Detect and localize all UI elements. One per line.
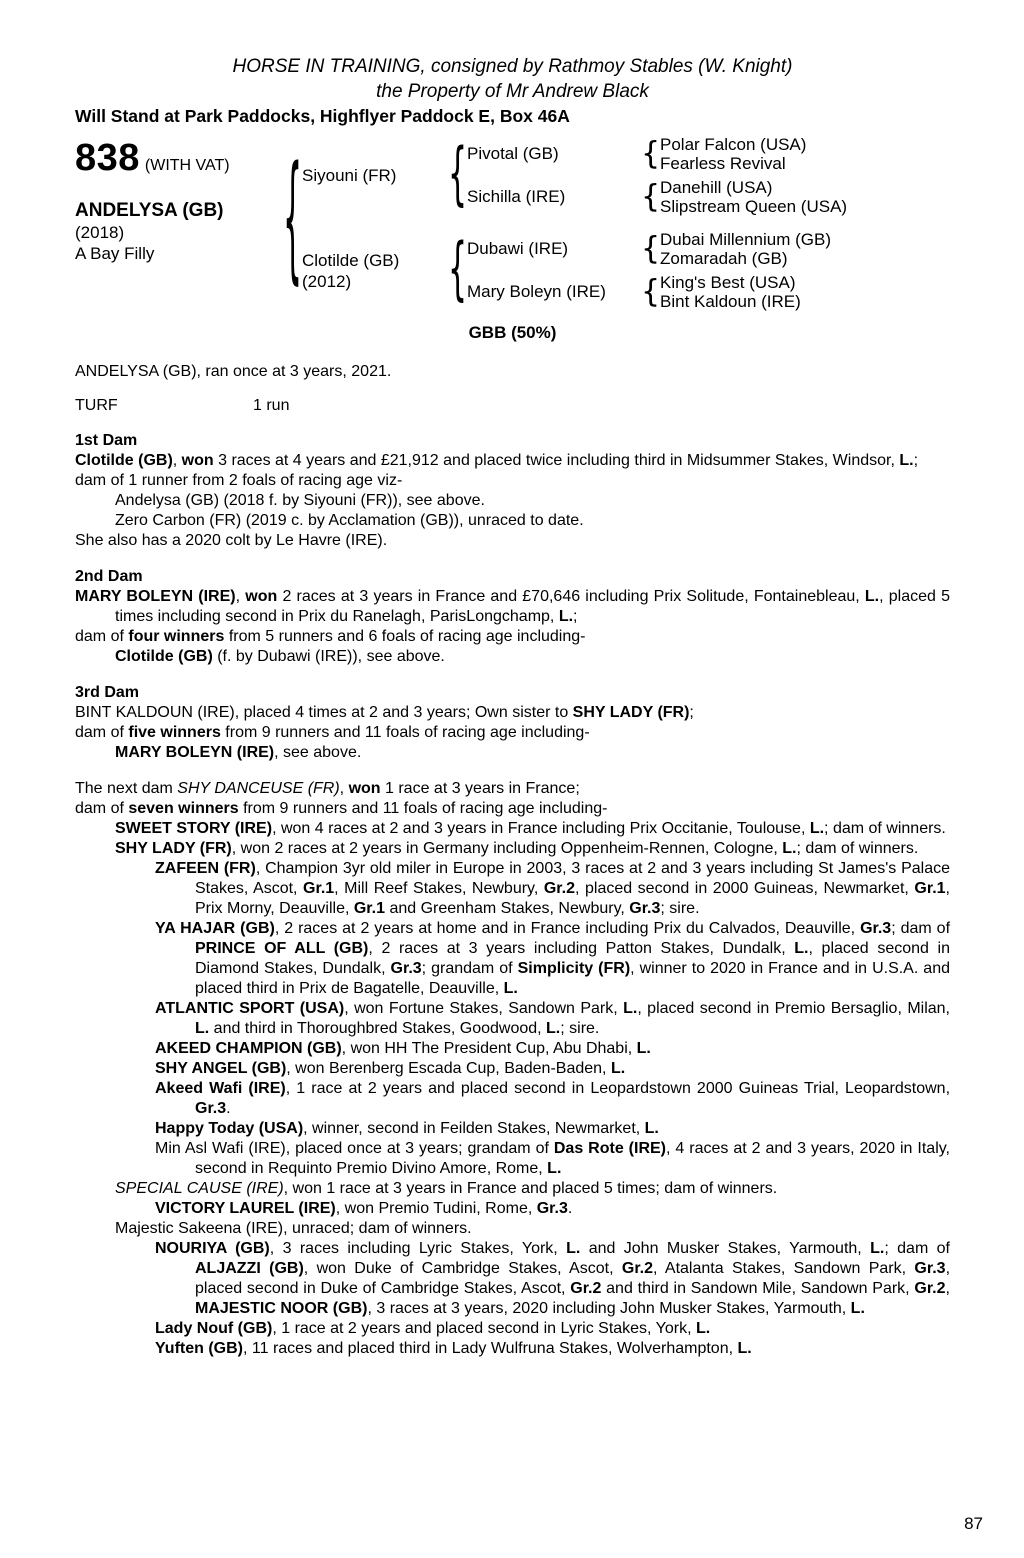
pedigree-paragraph (75, 999, 950, 1039)
brace-icon: { (641, 135, 661, 172)
grandparent-name: Dubawi (IRE) (467, 239, 569, 258)
pedigree-paragraph (75, 627, 950, 647)
text-segment: L. (870, 1240, 885, 1257)
pedigree-paragraph (75, 743, 950, 763)
text-segment: ; grandam of (421, 960, 518, 977)
pedigree-paragraph (75, 1119, 950, 1139)
text-segment: from 9 runners and 11 foals of racing age including- (238, 800, 608, 817)
text-segment: MAJESTIC NOOR (GB) (195, 1300, 368, 1317)
owner-line: the Property of Mr Andrew Black (376, 81, 649, 102)
text-segment: , (235, 588, 246, 605)
pedigree-paragraph (75, 1179, 950, 1199)
text-segment: Gr.1 (353, 900, 385, 917)
text-segment: Akeed Wafi (IRE) (155, 1080, 286, 1097)
text-segment: Gr.1 (303, 880, 335, 897)
text-segment: Gr.3 (536, 1200, 568, 1217)
text-segment: 1 race at 3 years in France; (380, 780, 580, 797)
pedigree-paragraph (75, 1039, 950, 1059)
text-segment: four winners (128, 628, 225, 645)
pedigree-grandparent-row (467, 135, 950, 173)
text-segment: Gr.2 (543, 880, 575, 897)
section-heading: 3rd Dam (75, 684, 140, 701)
parent-name (302, 250, 448, 292)
brace-icon: { (641, 230, 661, 267)
text-segment: , won Duke of Cambridge Stakes, Ascot, (303, 1260, 622, 1277)
text-segment: SWEET STORY (IRE) (115, 820, 273, 837)
text-segment: dam of (75, 800, 129, 817)
text-segment: ; (689, 704, 694, 721)
text-segment: L. (636, 1040, 651, 1057)
text-segment: L. (644, 1120, 659, 1137)
text-segment: Zero Carbon (FR) (2019 c. by Acclamation (GB)), unraced to date. (115, 512, 584, 529)
great-grandparents (660, 178, 950, 216)
text-segment: ATLANTIC SPORT (USA) (155, 1000, 345, 1017)
pedigree-tree (283, 135, 950, 311)
text-segment: L. (623, 1000, 638, 1017)
text-segment: ; dam of (891, 920, 951, 937)
text-segment: , (172, 452, 182, 469)
pedigree-grandparent-row (467, 178, 950, 216)
text-segment: , won 2 races at 2 years in Germany including Oppenheim-Rennen, Cologne, (231, 840, 783, 857)
stand-location-line: Will Stand at Park Paddocks, Highflyer Paddock E, Box 46A (75, 106, 570, 126)
great-grandparent-name: King's Best (USA) (660, 273, 796, 292)
text-segment: dam of (75, 724, 129, 741)
text-segment: ZAFEEN (FR) (155, 860, 256, 877)
text-segment: , 3 races at 3 years, 2020 including John Musker Stakes, Yarmouth, (367, 1300, 851, 1317)
text-segment: L. (546, 1020, 561, 1037)
text-segment: , won HH The President Cup, Abu Dhabi, (341, 1040, 637, 1057)
pedigree-paragraph (75, 1059, 950, 1079)
text-segment: ; (573, 608, 578, 625)
text-segment: ; dam of winners. (796, 840, 919, 857)
pedigree-paragraph (75, 1139, 950, 1179)
brace-icon: { (641, 178, 661, 215)
text-segment: Gr.3 (195, 1100, 227, 1117)
text-segment: , winner, second in Feilden Stakes, Newmarket, (303, 1120, 645, 1137)
text-segment: SHY LADY (FR) (572, 704, 690, 721)
text-segment: VICTORY LAUREL (IRE) (155, 1200, 336, 1217)
header (75, 54, 950, 129)
great-grandparents (660, 273, 950, 311)
pedigree-paragraph (75, 531, 950, 551)
text-segment: Clotilde (GB) (115, 648, 213, 665)
great-grandparents (660, 135, 950, 173)
text-segment: and third in Thoroughbred Stakes, Goodwood, (209, 1020, 547, 1037)
text-segment: , 1 race at 2 years and placed second in Leopardstown 2000 Guineas Trial, Leopardstown, (285, 1080, 951, 1097)
text-segment: , 1 race at 2 years and placed second in Lyric Stakes, York, (272, 1320, 696, 1337)
grandparent-name: Sichilla (IRE) (467, 187, 566, 206)
pedigree-paragraph (75, 1199, 950, 1219)
section-heading: 1st Dam (75, 432, 138, 449)
text-segment: , (945, 1280, 950, 1297)
text-segment: Gr.3 (629, 900, 661, 917)
parent-name (302, 165, 448, 186)
brace-icon: { (283, 140, 303, 302)
text-segment: , winner to 2020 in France and in U.S.A. and placed third in Prix de Bagatelle, Deauville, (195, 960, 950, 997)
text-segment: won (181, 452, 214, 469)
text-segment: , won Berenberg Escada Cup, Baden-Baden, (286, 1060, 611, 1077)
grandparents-column (467, 135, 950, 216)
text-segment: ; (913, 452, 919, 469)
text-segment: . (226, 1100, 231, 1117)
text-segment: SPECIAL CAUSE (IRE) (115, 1180, 284, 1197)
text-segment: from 5 runners and 6 foals of racing age including- (224, 628, 586, 645)
text-segment: Majestic Sakeena (IRE), unraced; dam of winners. (115, 1220, 472, 1237)
text-segment: and John Musker Stakes, Yarmouth, (580, 1240, 871, 1257)
text-segment: ; sire. (660, 900, 700, 917)
text-segment: , Prix Morny, Deauville, (195, 880, 950, 917)
text-segment: Min Asl Wafi (IRE), placed once at 3 years; grandam of (155, 1140, 554, 1157)
text-segment: NOURIYA (GB) (155, 1240, 270, 1257)
text-segment: L. (782, 840, 797, 857)
lot-number-row (75, 137, 283, 180)
section-heading: 2nd Dam (75, 568, 143, 585)
text-segment: Gr.2 (914, 1280, 946, 1297)
text-segment: Lady Nouf (GB) (155, 1320, 273, 1337)
race-record-summary: ANDELYSA (GB), ran once at 3 years, 2021. (75, 363, 392, 380)
pedigree-paragraph (75, 511, 950, 531)
great-grandparent-name: Dubai Millennium (GB) (660, 230, 831, 249)
text-segment: Das Rote (IRE) (553, 1140, 667, 1157)
text-segment: , placed second in Duke of Cambridge Stakes, Ascot, (195, 1260, 951, 1297)
pedigree-paragraph (75, 587, 950, 627)
horse-name: ANDELYSA (GB) (75, 200, 224, 221)
pedigree-paragraph (75, 839, 950, 859)
text-segment: , won 4 races at 2 and 3 years in France including Prix Occitanie, Toulouse, (272, 820, 810, 837)
text-segment: dam of 1 runner from 2 foals of racing age viz- (75, 472, 403, 489)
text-segment: Gr.1 (914, 880, 946, 897)
text-segment: (f. by Dubawi (IRE)), see above. (212, 648, 445, 665)
text-segment: Gr.3 (390, 960, 422, 977)
grandparents-column (467, 230, 950, 311)
text-segment: L. (558, 608, 574, 625)
text-segment: won (245, 588, 278, 605)
text-segment: Gr.3 (914, 1260, 946, 1277)
text-segment: Andelysa (GB) (2018 f. by Siyouni (FR)), see above. (115, 492, 485, 509)
text-segment: Gr.2 (570, 1280, 602, 1297)
pedigree-paragraph (75, 819, 950, 839)
great-grandparent-name: Danehill (USA) (660, 178, 773, 197)
text-segment: 3 races at 4 years and £21,912 and placed twice including third in Midsummer Stakes, Windsor, (213, 452, 900, 469)
pedigree-paragraph (75, 1319, 950, 1339)
great-grandparent-name: Fearless Revival (660, 154, 786, 173)
text-segment: ; sire. (560, 1020, 600, 1037)
pedigree-paragraph (75, 1239, 950, 1319)
pedigree-paragraph (75, 919, 950, 999)
great-grandparent-name: Slipstream Queen (USA) (660, 197, 848, 216)
text-segment: , won Premio Tudini, Rome, (335, 1200, 537, 1217)
grandparent-name: Mary Boleyn (IRE) (467, 282, 606, 301)
pedigree-grandparent-row (467, 230, 950, 268)
text-segment: Happy Today (USA) (155, 1120, 304, 1137)
text-segment: She also has a 2020 colt by Le Havre (IRE). (75, 532, 388, 549)
text-segment: from 9 runners and 11 foals of racing age including- (220, 724, 590, 741)
text-segment: , won 1 race at 3 years in France and placed 5 times; dam of winners. (283, 1180, 778, 1197)
gbb-note: GBB (50%) (468, 323, 557, 342)
text-segment: L. (850, 1300, 865, 1317)
parent-year-text: (2012) (302, 271, 352, 291)
text-segment: SHY DANCEUSE (FR) (177, 780, 340, 797)
pedigree-paragraph (75, 451, 950, 471)
runs-count: 1 run (253, 397, 290, 414)
text-segment: , placed 5 times including second in Prix du Ranelagh, ParisLongchamp, (115, 588, 950, 625)
pedigree-paragraph (75, 799, 950, 819)
text-segment: and Greenham Stakes, Newbury, (385, 900, 630, 917)
text-segment: 2 races at 3 years in France and £70,646 including Prix Solitude, Fontainebleau, (277, 588, 865, 605)
text-segment: five winners (128, 724, 221, 741)
text-segment: MARY BOLEYN (IRE) (115, 744, 275, 761)
pedigree-paragraph (75, 779, 950, 799)
dam-section (75, 779, 950, 1359)
pedigree-block (75, 135, 950, 311)
text-segment: SHY LADY (FR) (115, 840, 232, 857)
pedigree-paragraph (75, 1339, 950, 1359)
text-segment: MARY BOLEYN (IRE) (75, 588, 236, 605)
vat-note: (WITH VAT) (144, 157, 230, 174)
pedigree-parent-row (302, 230, 950, 311)
text-segment: Yuften (GB) (155, 1340, 243, 1357)
text-segment: ALJAZZI (GB) (195, 1260, 304, 1277)
pedigree-paragraph (75, 491, 950, 511)
text-segment: L. (695, 1320, 711, 1337)
text-segment: . (567, 1200, 573, 1217)
great-grandparents (660, 230, 950, 268)
great-grandparent-name: Polar Falcon (USA) (660, 135, 807, 154)
dam-section (75, 567, 950, 667)
text-segment: , placed second in 2000 Guineas, Newmarket, (575, 880, 915, 897)
parent-name-text: Siyouni (FR) (302, 166, 397, 185)
text-segment: , 3 races including Lyric Stakes, York, (269, 1240, 567, 1257)
text-segment: The next dam (75, 780, 178, 797)
pedigree-paragraph (75, 859, 950, 919)
great-grandparent-name: Bint Kaldoun (IRE) (660, 292, 801, 311)
text-segment: L. (566, 1240, 581, 1257)
text-segment: L. (737, 1340, 752, 1357)
lot-details (75, 135, 283, 311)
text-segment: AKEED CHAMPION (GB) (155, 1040, 342, 1057)
page-number: 87 (964, 1514, 983, 1533)
text-segment: L. (864, 588, 880, 605)
text-segment: Gr.3 (860, 920, 892, 937)
text-segment: , Atalanta Stakes, Sandown Park, (653, 1260, 915, 1277)
text-segment: seven winners (128, 800, 239, 817)
text-segment: , 2 races at 2 years at home and in France including Prix du Calvados, Deauville, (274, 920, 861, 937)
text-segment: , placed second in Premio Bersaglio, Milan, (637, 1000, 950, 1017)
foaling-year: (2018) (75, 223, 125, 242)
pedigree-paragraph (75, 647, 950, 667)
pedigree-parents-column (302, 135, 950, 311)
text-segment: , 4 races at 2 and 3 years, 2020 in Italy, second in Requinto Premio Divino Amore, Rome, (195, 1140, 951, 1177)
pedigree-text (75, 431, 950, 1359)
surface-label: TURF (75, 397, 118, 414)
brace-icon: { (448, 229, 468, 310)
pedigree-paragraph (75, 723, 950, 743)
text-segment: Gr.2 (621, 1260, 654, 1277)
text-segment: YA HAJAR (GB) (155, 920, 275, 937)
text-segment: dam of (75, 628, 129, 645)
text-segment: PRINCE OF ALL (GB) (195, 940, 369, 957)
brace-icon: { (641, 273, 661, 310)
lot-number: 838 (75, 137, 140, 179)
text-segment: , (339, 780, 349, 797)
pedigree-parent-row (302, 135, 950, 216)
text-segment: L. (503, 980, 518, 997)
text-segment: BINT KALDOUN (IRE), placed 4 times at 2 and 3 years; Own sister to (75, 704, 573, 721)
consignor-line: HORSE IN TRAINING, consigned by Rathmoy Stables (W. Knight) (232, 56, 793, 77)
pedigree-paragraph (75, 703, 950, 723)
text-segment: , Mill Reef Stakes, Newbury, (334, 880, 544, 897)
pedigree-paragraph (75, 1219, 950, 1239)
text-segment: Simplicity (FR) (517, 960, 631, 977)
text-segment: L. (794, 940, 809, 957)
grandparent-name: Pivotal (GB) (467, 144, 559, 163)
text-segment: L. (809, 820, 825, 837)
text-segment: , Champion 3yr old miler in Europe in 2003, 3 races at 2 and 3 years including St James's Palace Stakes, Ascot, (195, 860, 950, 897)
brace-icon: { (448, 134, 468, 215)
text-segment: L. (899, 452, 914, 469)
text-segment: and third in Sandown Mile, Sandown Park, (601, 1280, 915, 1297)
text-segment: ; dam of winners. (824, 820, 946, 837)
great-grandparent-name: Zomaradah (GB) (660, 249, 788, 268)
text-segment: L. (547, 1160, 562, 1177)
text-segment: ; dam of (884, 1240, 951, 1257)
text-segment: Clotilde (GB) (75, 452, 173, 469)
text-segment: SHY ANGEL (GB) (155, 1060, 287, 1077)
text-segment: , 11 races and placed third in Lady Wulfruna Stakes, Wolverhampton, (243, 1340, 738, 1357)
pedigree-paragraph (75, 1079, 950, 1119)
text-segment: L. (610, 1060, 626, 1077)
pedigree-paragraph (75, 471, 950, 491)
text-segment: won (348, 780, 381, 797)
race-record-row (75, 397, 950, 415)
text-segment: , see above. (274, 744, 362, 761)
text-segment: , won Fortune Stakes, Sandown Park, (344, 1000, 624, 1017)
dam-section (75, 431, 950, 551)
text-segment: , 2 races at 3 years including Patton Stakes, Dundalk, (368, 940, 795, 957)
text-segment: , placed second in Diamond Stakes, Dundalk, (195, 940, 950, 977)
dam-section (75, 683, 950, 763)
horse-description: A Bay Filly (75, 244, 155, 263)
parent-name-text: Clotilde (GB) (302, 250, 400, 270)
pedigree-grandparent-row (467, 273, 950, 311)
text-segment: L. (195, 1020, 210, 1037)
